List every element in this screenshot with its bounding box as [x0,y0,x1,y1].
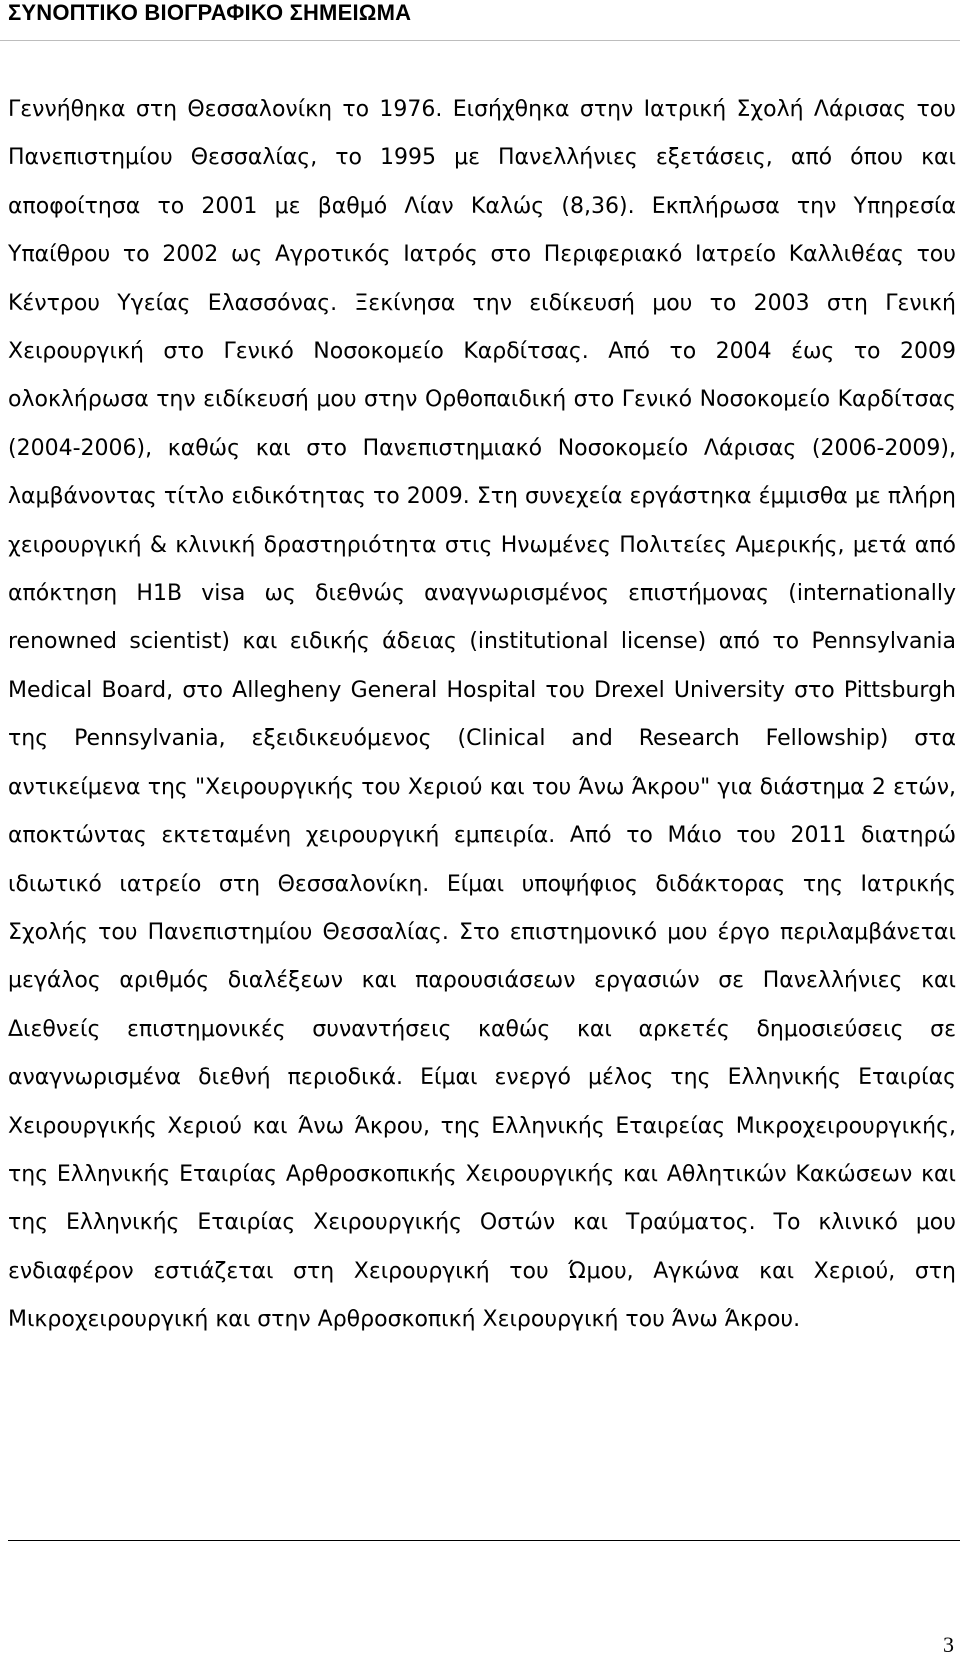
footer-divider [8,1540,960,1541]
page-title: ΣΥΝΟΠΤΙΚΟ ΒΙΟΓΡΑΦΙΚΟ ΣΗΜΕΙΩΜΑ [8,0,412,25]
title-divider [0,40,960,41]
biography-paragraph: Γεννήθηκα στη Θεσσαλονίκη το 1976. Εισήχθηκα στην Ιατρική Σχολή Λάρισας του Πανεπιστημίου Θεσσαλίας, το 1995 με Πανελλήνιες εξετάσεις, από όπου και αποφοίτησα το 2001 με βαθμό Λίαν Καλώς (8,36). Εκπλήρωσα την Υπηρεσία Υπαίθρου το 2002 ως Αγροτικός Ιατρός στο Περιφεριακό Ιατρείο Καλλιθέας του Κέντρου Υγείας Ελασσόνας. Ξεκίνησα την ειδίκευσή μου το 2003 στη Γενική Χειρουργική στο Γενικό Νοσοκομείο Καρδίτσας. Από το 2004 έως το 2009 ολοκλήρωσα την ειδίκευσή μου στην Ορθοπαιδική στο Γενικό Νοσοκομείο Καρδίτσας (2004-2006), καθώς και στο Πανεπιστημιακό Νοσοκομείο Λάρισας (2006-2009), λαμβάνοντας τίτλο ειδικότητας το 2009. Στη συνεχεία εργάστηκα έμμισθα με πλήρη χειρουργική & κλινική δραστηριότητα στις Ηνωμένες Πολιτείες Αμερικής, μετά από απόκτηση H1B visa ως διεθνώς αναγνωρισμένος επιστήμονας (internationally renowned scientist) και ειδικής άδειας (institutional license) από το Pennsylvania Medical Board, στο Allegheny General Hospital του Drexel University στο Pittsburgh της Pennsylvania, εξειδικευόμενος (Clinical and Research Fellowship) στα αντικείμενα της "Χειρουργικής του Χεριού και του Άνω Άκρου" για διάστημα 2 ετών, αποκτώντας εκτεταμένη χειρουργική εμπειρία. Από το Μάιο του 2011 διατηρώ ιδιωτικό ιατρείο στη Θεσσαλονίκη. Είμαι υποψήφιος διδάκτορας της Ιατρικής Σχολής του Πανεπιστημίου Θεσσαλίας. Στο επιστημονικό μου έργο περιλαμβάνεται μεγάλος αριθμός διαλέξεων και παρουσιάσεων εργασιών σε Πανελλήνιες και Διεθνείς επιστημονικές συναντήσεις καθώς και αρκετές δημοσιεύσεις σε αναγνωρισμένα διεθνή περιοδικά. Είμαι ενεργό μέλος της Ελληνικής Εταιρίας Χειρουργικής Χεριού και Άνω Άκρου, της Ελληνικής Εταιρείας Μικροχειρουργικής, της Ελληνικής Εταιρίας Αρθροσκοπικής Χειρουργικής και Αθλητικών Κακώσεων και της Ελληνικής Εταιρίας Χειρουργικής Οστών και Τραύματος. Το κλινικό μου ενδιαφέρον εστιάζεται στη Χειρουργική του Ώμου, Αγκώνα και Χεριού, στη Μικροχειρουργική και στην Αρθροσκοπική Χειρουργική του Άνω Άκρου. [8,97,956,1333]
page-number: 3 [943,1632,954,1657]
